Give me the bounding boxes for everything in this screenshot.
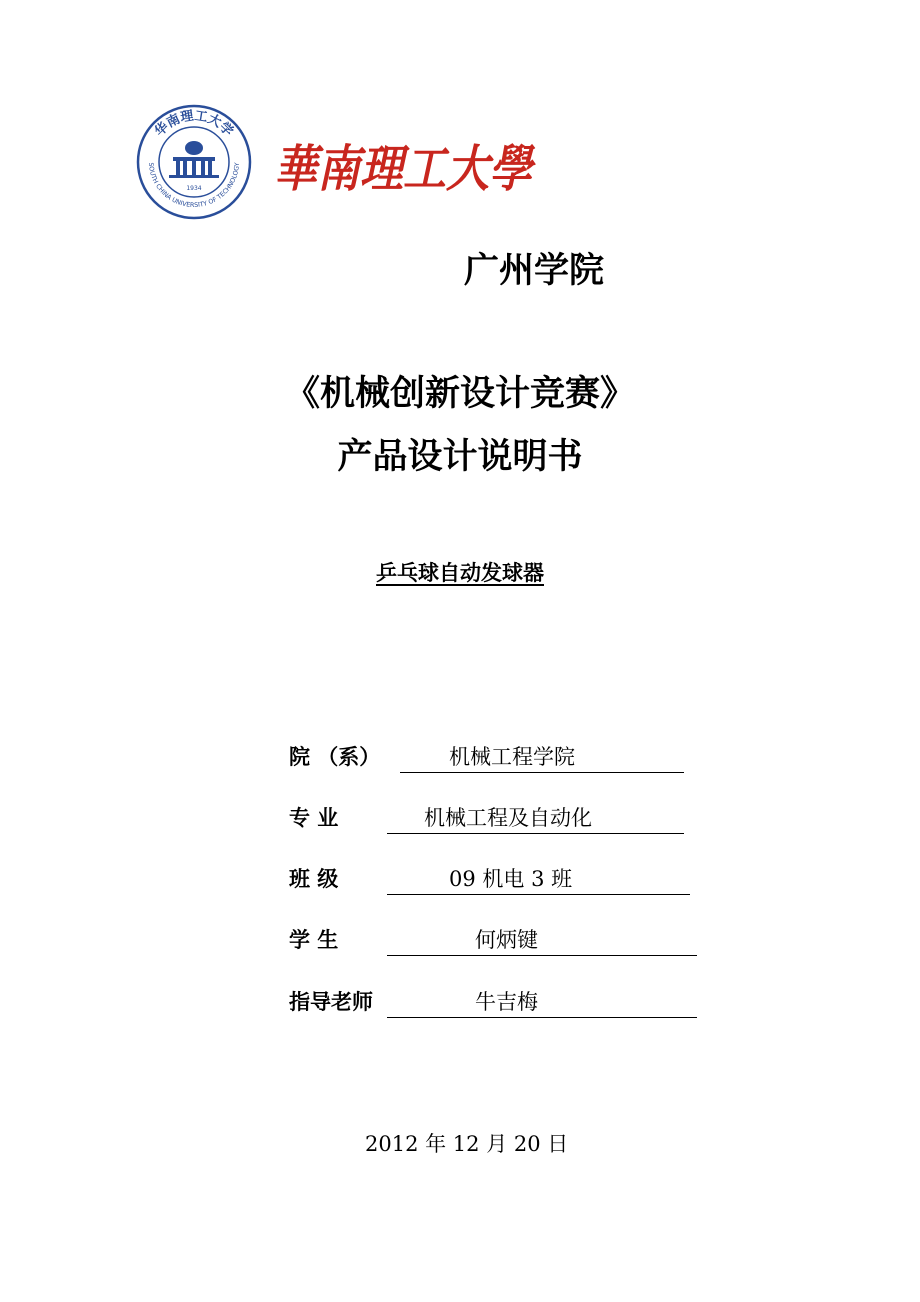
project-title: 乒乓球自动发球器 (376, 561, 544, 585)
major-label: 专 业 (289, 806, 339, 830)
document-date: 2012 年 12 月 20 日 (365, 1132, 569, 1156)
class-label: 班 级 (289, 867, 339, 891)
student-value: 何炳键 (475, 928, 538, 952)
student-label: 学 生 (289, 928, 339, 952)
seal-chinese-text: 华南理工大学 (152, 108, 236, 140)
advisor-value: 牛吉梅 (475, 990, 538, 1014)
department-field (400, 742, 684, 773)
contest-title: 《机械创新设计竞赛》 (284, 374, 635, 414)
major-value: 机械工程及自动化 (424, 806, 592, 830)
advisor-field (387, 987, 697, 1018)
university-seal-logo (135, 103, 253, 221)
college-name: 广州学院 (464, 251, 605, 291)
department-value: 机械工程学院 (449, 745, 575, 769)
seal-english-text: SOUTH CHINA UNIVERSITY OF TECHNOLOGY (146, 162, 242, 210)
class-field (387, 864, 690, 895)
department-label: 院 （系） (289, 745, 381, 769)
university-wordmark-logo (270, 118, 540, 208)
student-field (387, 925, 697, 956)
advisor-label: 指导老师 (289, 990, 373, 1014)
document-type-title: 产品设计说明书 (337, 437, 583, 477)
major-field (387, 803, 684, 834)
seal-year: 1934 (186, 185, 202, 192)
svg-text:華南理工大學: 華南理工大學 (274, 139, 537, 198)
class-value: 09 机电 3 班 (449, 867, 573, 891)
